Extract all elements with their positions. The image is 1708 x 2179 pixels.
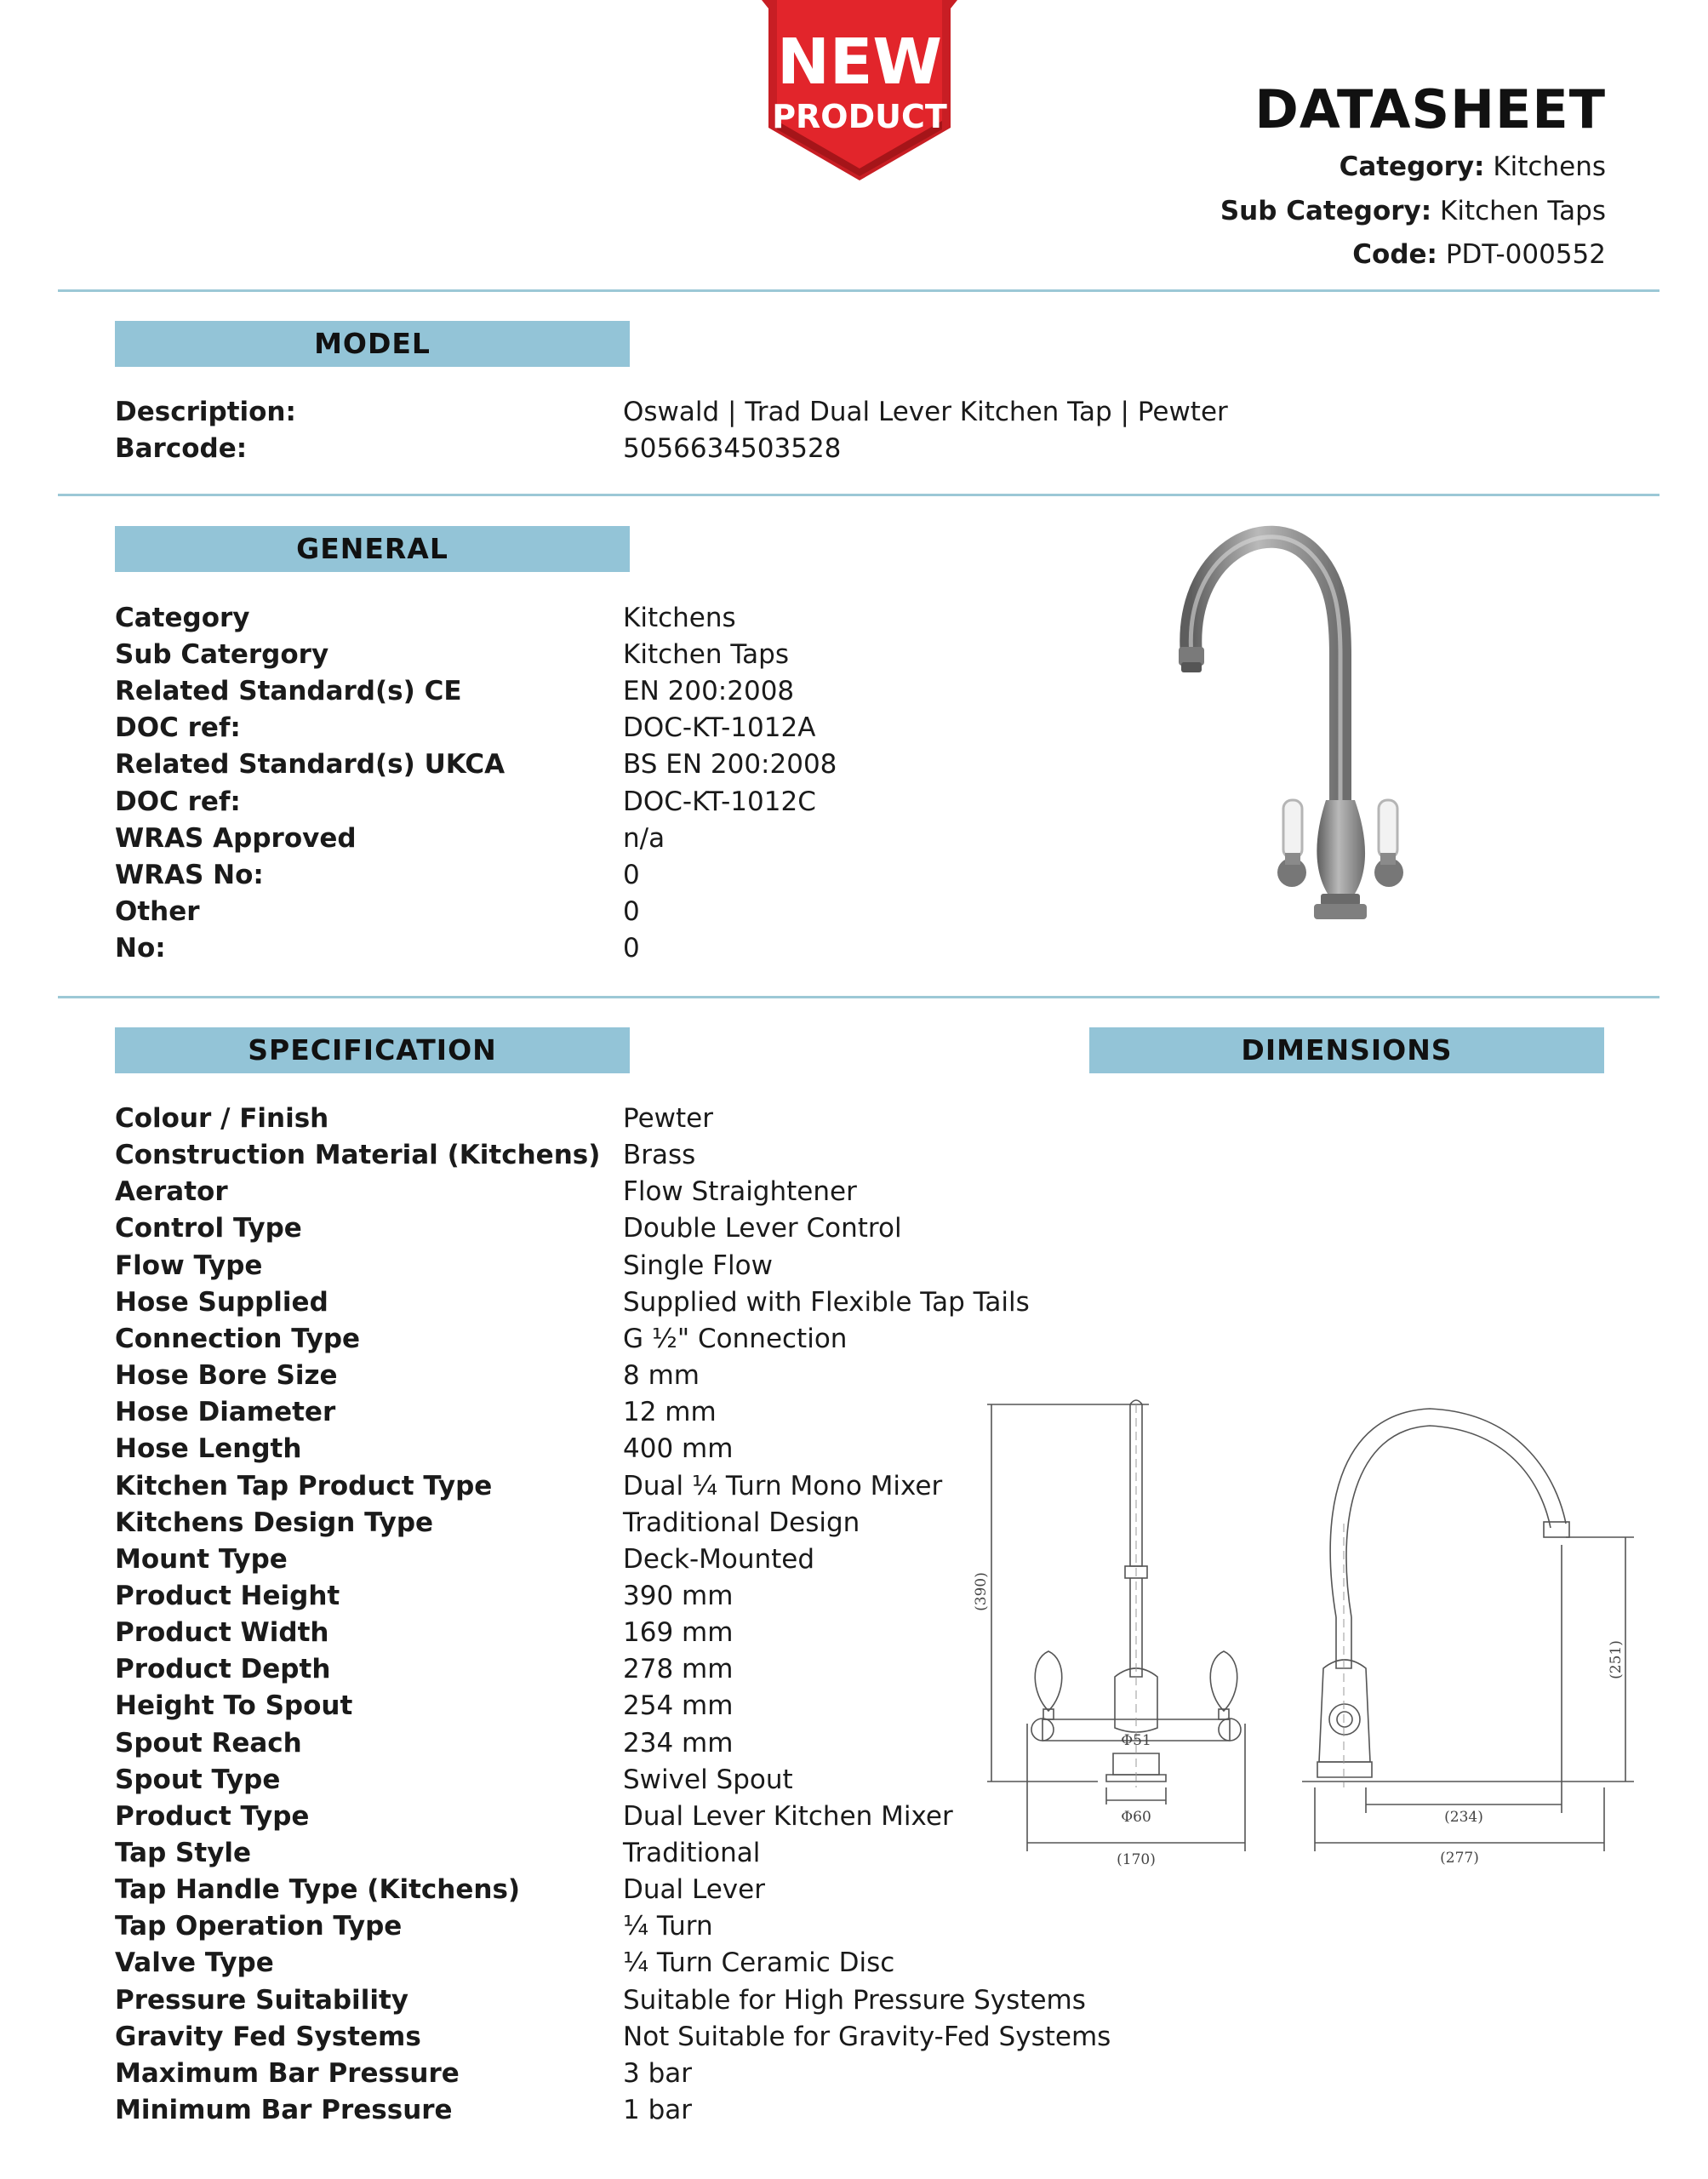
- spec-value: Traditional Design: [623, 1507, 860, 1538]
- header-subcategory: Sub Category: Kitchen Taps: [1220, 196, 1606, 226]
- general-value: DOC-KT-1012C: [623, 786, 816, 817]
- general-key: Other: [115, 895, 200, 927]
- model-value: Oswald | Trad Dual Lever Kitchen Tap | Pewter: [623, 397, 1228, 427]
- spec-key: Product Width: [115, 1617, 329, 1649]
- spec-value: Supplied with Flexible Tap Tails: [623, 1286, 1030, 1318]
- spec-value: 254 mm: [623, 1690, 734, 1722]
- spec-key: Tap Operation Type: [115, 1911, 403, 1942]
- general-value: BS EN 200:2008: [623, 749, 837, 781]
- spec-value: Suitable for High Pressure Systems: [623, 1984, 1086, 2016]
- spec-value: 12 mm: [623, 1397, 717, 1428]
- divider: [58, 289, 1659, 292]
- general-value: Kitchen Taps: [623, 639, 789, 671]
- spec-key: Control Type: [115, 1213, 302, 1244]
- general-value: 0: [623, 895, 640, 927]
- dim-front-width: (170): [1117, 1851, 1156, 1868]
- spec-key: Aerator: [115, 1176, 228, 1208]
- spec-key: Hose Diameter: [115, 1397, 336, 1428]
- spec-value: 1 bar: [623, 2095, 692, 2126]
- spec-key: Product Height: [115, 1580, 340, 1611]
- badge-line1: NEW: [776, 26, 943, 99]
- general-key: DOC ref:: [115, 712, 241, 744]
- spec-value: 234 mm: [623, 1727, 734, 1759]
- spec-value: ¼ Turn: [623, 1911, 713, 1942]
- product-photo: [1166, 519, 1464, 962]
- dim-front-foot: Φ60: [1121, 1809, 1151, 1826]
- badge-line2: PRODUCT: [772, 98, 947, 135]
- spec-key: Pressure Suitability: [115, 1984, 408, 2016]
- general-key: Related Standard(s) UKCA: [115, 749, 506, 781]
- spec-value: ¼ Turn Ceramic Disc: [623, 1947, 895, 1979]
- spec-key: Gravity Fed Systems: [115, 2021, 421, 2052]
- spec-key: Kitchens Design Type: [115, 1507, 434, 1538]
- dimensions-section-title: DIMENSIONS: [1089, 1027, 1604, 1073]
- spec-key: Construction Material (Kitchens): [115, 1140, 601, 1171]
- dim-front-height: (390): [973, 1572, 990, 1611]
- dim-front-base: Φ51: [1121, 1732, 1151, 1749]
- spec-key: Minimum Bar Pressure: [115, 2095, 453, 2126]
- spec-value: Dual Lever Kitchen Mixer: [623, 1800, 953, 1832]
- spec-key: Hose Supplied: [115, 1286, 328, 1318]
- spec-value: 400 mm: [623, 1433, 734, 1465]
- dim-side-reach: (234): [1444, 1809, 1483, 1826]
- spec-value: Deck-Mounted: [623, 1543, 815, 1575]
- general-section-title: GENERAL: [115, 526, 630, 572]
- general-value: DOC-KT-1012A: [623, 712, 816, 744]
- divider: [58, 996, 1659, 998]
- new-product-badge: [753, 0, 966, 183]
- spec-key: Connection Type: [115, 1323, 361, 1354]
- spec-key: Tap Handle Type (Kitchens): [115, 1874, 521, 1906]
- spec-value: Traditional: [623, 1838, 761, 1868]
- spec-key: Height To Spout: [115, 1690, 353, 1722]
- spec-key: Hose Bore Size: [115, 1360, 338, 1392]
- spec-key: Colour / Finish: [115, 1103, 329, 1134]
- divider: [58, 494, 1659, 496]
- header-code: Code: PDT-000552: [1352, 239, 1606, 270]
- dim-side-depth: (277): [1440, 1850, 1479, 1867]
- general-value: 0: [623, 859, 640, 890]
- spec-value: 3 bar: [623, 2057, 692, 2089]
- spec-value: 390 mm: [623, 1580, 734, 1611]
- general-key: Category: [115, 603, 250, 633]
- spec-key: Spout Type: [115, 1764, 281, 1795]
- specification-section-title: SPECIFICATION: [115, 1027, 630, 1073]
- spec-key: Tap Style: [115, 1838, 252, 1868]
- general-value: 0: [623, 932, 640, 964]
- spec-key: Product Depth: [115, 1654, 331, 1685]
- spec-key: Mount Type: [115, 1543, 288, 1575]
- general-value: Kitchens: [623, 603, 736, 633]
- spec-value: 169 mm: [623, 1617, 734, 1649]
- datasheet-title: DATASHEET: [1254, 78, 1606, 140]
- spec-key: Valve Type: [115, 1947, 274, 1979]
- spec-value: Flow Straightener: [623, 1176, 857, 1208]
- dimension-drawing: [973, 1387, 1642, 1873]
- header-category: Category: Kitchens: [1339, 152, 1606, 182]
- dim-side-spout-height: (251): [1608, 1640, 1625, 1679]
- general-key: Sub Catergory: [115, 639, 329, 671]
- spec-key: Kitchen Tap Product Type: [115, 1470, 493, 1501]
- spec-value: Pewter: [623, 1103, 713, 1134]
- general-key: Related Standard(s) CE: [115, 676, 462, 707]
- spec-value: Single Flow: [623, 1250, 773, 1281]
- model-key: Barcode:: [115, 433, 248, 464]
- spec-value: 278 mm: [623, 1654, 734, 1685]
- general-key: WRAS Approved: [115, 822, 357, 854]
- spec-value: Double Lever Control: [623, 1213, 902, 1244]
- spec-value: Brass: [623, 1140, 696, 1171]
- model-section-title: MODEL: [115, 321, 630, 367]
- spec-key: Maximum Bar Pressure: [115, 2057, 460, 2089]
- spec-key: Product Type: [115, 1800, 310, 1832]
- spec-key: Hose Length: [115, 1433, 302, 1465]
- model-key: Description:: [115, 397, 296, 427]
- general-key: DOC ref:: [115, 786, 241, 817]
- model-value: 5056634503528: [623, 433, 842, 464]
- general-value: EN 200:2008: [623, 676, 795, 707]
- spec-value: Dual ¼ Turn Mono Mixer: [623, 1470, 943, 1501]
- spec-key: Spout Reach: [115, 1727, 302, 1759]
- spec-key: Flow Type: [115, 1250, 263, 1281]
- general-key: No:: [115, 932, 166, 964]
- spec-value: 8 mm: [623, 1360, 700, 1392]
- spec-value: Swivel Spout: [623, 1764, 793, 1795]
- spec-value: G ½" Connection: [623, 1323, 848, 1354]
- general-value: n/a: [623, 822, 665, 854]
- general-key: WRAS No:: [115, 859, 264, 890]
- spec-value: Not Suitable for Gravity-Fed Systems: [623, 2021, 1111, 2052]
- spec-value: Dual Lever: [623, 1874, 765, 1906]
